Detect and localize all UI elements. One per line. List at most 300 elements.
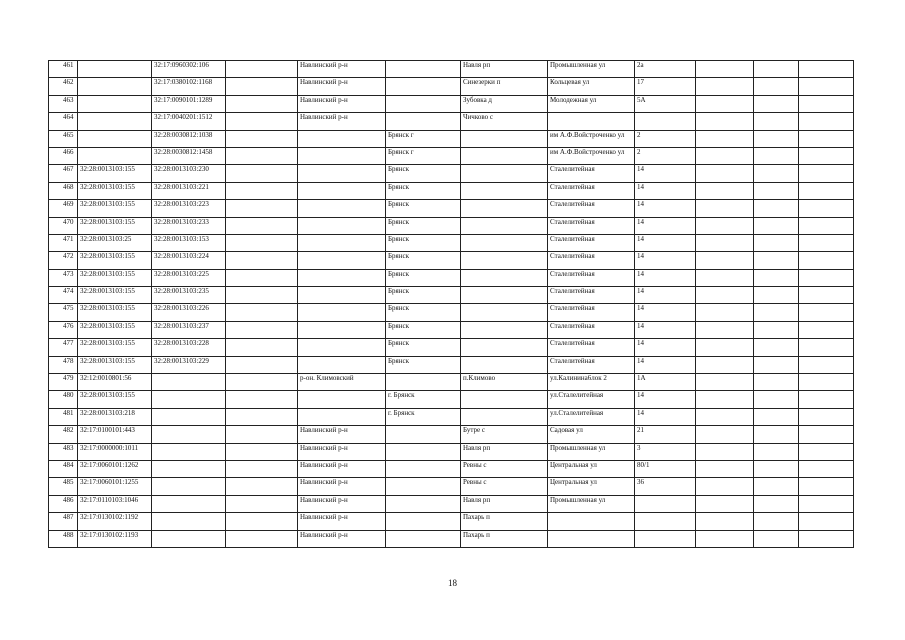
region-cell (226, 234, 298, 251)
region-cell (226, 61, 298, 78)
settlement-cell (461, 408, 548, 425)
settlement-cell (461, 182, 548, 199)
row-number: 469 (49, 200, 78, 217)
extra-cell-c (799, 339, 854, 356)
settlement-cell (461, 356, 548, 373)
table-row (49, 130, 854, 147)
street-cell: Сталелитейная (548, 287, 635, 304)
cadastral-number: 32:28:0013103:223 (152, 200, 226, 217)
street-cell: Промышленная ул (548, 443, 635, 460)
street-cell: Сталелитейная (548, 356, 635, 373)
house-cell: 14 (635, 408, 696, 425)
extra-cell-a (696, 513, 754, 530)
extra-cell-b (754, 200, 799, 217)
extra-cell-b (754, 304, 799, 321)
cadastral-number: 32:28:0013103:228 (152, 339, 226, 356)
extra-cell-c (799, 200, 854, 217)
extra-cell-a (696, 182, 754, 199)
street-cell (548, 530, 635, 547)
extra-cell-b (754, 356, 799, 373)
city-cell: г. Брянск (386, 391, 461, 408)
table-row (49, 374, 854, 391)
city-cell: Брянск (386, 217, 461, 234)
table-row (49, 495, 854, 512)
house-cell: 2 (635, 130, 696, 147)
row-number: 485 (49, 478, 78, 495)
table-row (49, 200, 854, 217)
table-row (49, 147, 854, 164)
house-cell (635, 530, 696, 547)
city-cell (386, 530, 461, 547)
table-row (49, 460, 854, 477)
table-row (49, 269, 854, 286)
house-cell: 2 (635, 147, 696, 164)
extra-cell-a (696, 165, 754, 182)
region-cell (226, 287, 298, 304)
street-cell: Сталелитейная (548, 234, 635, 251)
cadastral-number (152, 408, 226, 425)
cadastral-number: 32:28:0030812:1458 (152, 147, 226, 164)
region-cell (226, 165, 298, 182)
parent-cadastral-number: 32:28:0013103:155 (78, 339, 152, 356)
street-cell: Сталелитейная (548, 252, 635, 269)
region-cell (226, 217, 298, 234)
extra-cell-b (754, 165, 799, 182)
cadastral-number: 32:28:0013103:237 (152, 321, 226, 338)
city-cell (386, 478, 461, 495)
district-cell (298, 182, 386, 199)
extra-cell-b (754, 513, 799, 530)
city-cell: Брянск (386, 234, 461, 251)
settlement-cell (461, 391, 548, 408)
district-cell: Навлинский р-н (298, 530, 386, 547)
street-cell: Промышленная ул (548, 61, 635, 78)
cadastral-number: 32:28:0013103:225 (152, 269, 226, 286)
table-row (49, 234, 854, 251)
region-cell (226, 443, 298, 460)
extra-cell-b (754, 495, 799, 512)
row-number: 464 (49, 113, 78, 130)
parent-cadastral-number (78, 147, 152, 164)
row-number: 484 (49, 460, 78, 477)
table-row (49, 304, 854, 321)
settlement-cell (461, 339, 548, 356)
house-cell: 21 (635, 426, 696, 443)
cadastral-number (152, 426, 226, 443)
table-row (49, 339, 854, 356)
district-cell: Навлинский р-н (298, 95, 386, 112)
cadastral-number (152, 513, 226, 530)
extra-cell-a (696, 408, 754, 425)
extra-cell-c (799, 95, 854, 112)
house-cell: 2а (635, 61, 696, 78)
district-cell: Навлинский р-н (298, 426, 386, 443)
row-number: 470 (49, 217, 78, 234)
extra-cell-a (696, 269, 754, 286)
house-cell: 14 (635, 287, 696, 304)
settlement-cell (461, 217, 548, 234)
table-row (49, 530, 854, 547)
cadastral-number (152, 374, 226, 391)
parent-cadastral-number (78, 95, 152, 112)
extra-cell-c (799, 61, 854, 78)
cadastral-number: 32:17:0380102:1168 (152, 78, 226, 95)
table-row (49, 165, 854, 182)
extra-cell-a (696, 356, 754, 373)
house-cell: 3 (635, 443, 696, 460)
region-cell (226, 374, 298, 391)
extra-cell-b (754, 321, 799, 338)
house-cell: 14 (635, 165, 696, 182)
cadastral-register-table (48, 60, 854, 548)
house-cell: 1А (635, 374, 696, 391)
district-cell (298, 356, 386, 373)
parent-cadastral-number: 32:17:0130102:1193 (78, 530, 152, 547)
district-cell (298, 165, 386, 182)
settlement-cell: п.Климово (461, 374, 548, 391)
extra-cell-c (799, 530, 854, 547)
street-cell: Сталелитейная (548, 304, 635, 321)
city-cell (386, 460, 461, 477)
row-number: 471 (49, 234, 78, 251)
extra-cell-b (754, 408, 799, 425)
house-cell (635, 513, 696, 530)
extra-cell-c (799, 426, 854, 443)
extra-cell-c (799, 287, 854, 304)
extra-cell-b (754, 443, 799, 460)
extra-cell-a (696, 200, 754, 217)
row-number: 462 (49, 78, 78, 95)
region-cell (226, 182, 298, 199)
parent-cadastral-number: 32:17:0000000:1011 (78, 443, 152, 460)
region-cell (226, 269, 298, 286)
extra-cell-c (799, 513, 854, 530)
region-cell (226, 391, 298, 408)
parent-cadastral-number: 32:28:0013103:25 (78, 234, 152, 251)
extra-cell-b (754, 130, 799, 147)
district-cell: Навлинский р-н (298, 513, 386, 530)
city-cell: г. Брянск (386, 408, 461, 425)
parent-cadastral-number: 32:17:0060101:1255 (78, 478, 152, 495)
street-cell: Сталелитейная (548, 321, 635, 338)
table-row (49, 182, 854, 199)
extra-cell-a (696, 78, 754, 95)
parent-cadastral-number: 32:28:0013103:218 (78, 408, 152, 425)
parent-cadastral-number (78, 61, 152, 78)
extra-cell-c (799, 269, 854, 286)
region-cell (226, 78, 298, 95)
street-cell: Кольцевая ул (548, 78, 635, 95)
region-cell (226, 95, 298, 112)
cadastral-number: 32:28:0013103:230 (152, 165, 226, 182)
region-cell (226, 408, 298, 425)
region-cell (226, 356, 298, 373)
extra-cell-c (799, 408, 854, 425)
street-cell (548, 113, 635, 130)
extra-cell-c (799, 147, 854, 164)
table-row (49, 287, 854, 304)
parent-cadastral-number: 32:28:0013103:155 (78, 252, 152, 269)
city-cell (386, 374, 461, 391)
extra-cell-c (799, 391, 854, 408)
region-cell (226, 304, 298, 321)
row-number: 483 (49, 443, 78, 460)
settlement-cell: Бутре с (461, 426, 548, 443)
settlement-cell (461, 321, 548, 338)
extra-cell-c (799, 495, 854, 512)
extra-cell-a (696, 147, 754, 164)
street-cell: Садовая ул (548, 426, 635, 443)
city-cell (386, 113, 461, 130)
cadastral-number: 32:28:0013103:153 (152, 234, 226, 251)
table-row (49, 408, 854, 425)
district-cell (298, 321, 386, 338)
row-number: 487 (49, 513, 78, 530)
street-cell: Сталелитейная (548, 269, 635, 286)
house-cell: 14 (635, 339, 696, 356)
extra-cell-b (754, 287, 799, 304)
house-cell: 14 (635, 304, 696, 321)
extra-cell-c (799, 304, 854, 321)
street-cell (548, 513, 635, 530)
cadastral-number: 32:17:0040201:1512 (152, 113, 226, 130)
city-cell: Брянск (386, 304, 461, 321)
district-cell (298, 391, 386, 408)
extra-cell-c (799, 321, 854, 338)
extra-cell-b (754, 269, 799, 286)
extra-cell-b (754, 530, 799, 547)
settlement-cell (461, 147, 548, 164)
extra-cell-a (696, 495, 754, 512)
city-cell: Брянск (386, 339, 461, 356)
cadastral-number: 32:28:0013103:235 (152, 287, 226, 304)
settlement-cell (461, 252, 548, 269)
house-cell: 14 (635, 182, 696, 199)
extra-cell-a (696, 530, 754, 547)
extra-cell-c (799, 113, 854, 130)
house-cell: 14 (635, 321, 696, 338)
district-cell: Навлинский р-н (298, 78, 386, 95)
settlement-cell: Пахарь п (461, 513, 548, 530)
district-cell (298, 147, 386, 164)
cadastral-number: 32:28:0030812:1038 (152, 130, 226, 147)
row-number: 465 (49, 130, 78, 147)
row-number: 486 (49, 495, 78, 512)
extra-cell-c (799, 78, 854, 95)
row-number: 481 (49, 408, 78, 425)
extra-cell-c (799, 252, 854, 269)
parent-cadastral-number: 32:17:0060101:1262 (78, 460, 152, 477)
settlement-cell: Ревны с (461, 460, 548, 477)
district-cell: р-он. Климовский (298, 374, 386, 391)
extra-cell-a (696, 321, 754, 338)
extra-cell-c (799, 478, 854, 495)
house-cell: 14 (635, 234, 696, 251)
cadastral-number: 32:28:0013103:224 (152, 252, 226, 269)
extra-cell-c (799, 234, 854, 251)
street-cell: Центральная ул (548, 460, 635, 477)
settlement-cell: Пахарь п (461, 530, 548, 547)
region-cell (226, 252, 298, 269)
settlement-cell: Навля рп (461, 495, 548, 512)
extra-cell-a (696, 130, 754, 147)
row-number: 475 (49, 304, 78, 321)
street-cell: им А.Ф.Войстроченко ул (548, 130, 635, 147)
house-cell: 80/1 (635, 460, 696, 477)
parent-cadastral-number: 32:28:0013103:155 (78, 217, 152, 234)
parent-cadastral-number (78, 78, 152, 95)
extra-cell-b (754, 460, 799, 477)
parent-cadastral-number: 32:28:0013103:155 (78, 356, 152, 373)
cadastral-number: 32:28:0013103:229 (152, 356, 226, 373)
extra-cell-a (696, 252, 754, 269)
cadastral-number (152, 460, 226, 477)
parent-cadastral-number: 32:28:0013103:155 (78, 269, 152, 286)
parent-cadastral-number: 32:28:0013103:155 (78, 182, 152, 199)
house-cell: 14 (635, 356, 696, 373)
extra-cell-b (754, 426, 799, 443)
district-cell (298, 304, 386, 321)
extra-cell-a (696, 217, 754, 234)
extra-cell-b (754, 478, 799, 495)
extra-cell-a (696, 443, 754, 460)
city-cell: Брянск (386, 165, 461, 182)
extra-cell-c (799, 460, 854, 477)
parent-cadastral-number: 32:28:0013103:155 (78, 391, 152, 408)
settlement-cell: Зубовка д (461, 95, 548, 112)
house-cell (635, 113, 696, 130)
city-cell: Брянск г (386, 147, 461, 164)
extra-cell-a (696, 304, 754, 321)
row-number: 463 (49, 95, 78, 112)
settlement-cell: Синезерки п (461, 78, 548, 95)
table-row (49, 478, 854, 495)
extra-cell-a (696, 113, 754, 130)
settlement-cell (461, 234, 548, 251)
table-row (49, 443, 854, 460)
cadastral-number (152, 495, 226, 512)
cadastral-number: 32:17:0960302:106 (152, 61, 226, 78)
extra-cell-a (696, 460, 754, 477)
region-cell (226, 339, 298, 356)
district-cell (298, 234, 386, 251)
house-cell: 14 (635, 391, 696, 408)
house-cell: 17 (635, 78, 696, 95)
house-cell: 14 (635, 252, 696, 269)
city-cell (386, 426, 461, 443)
extra-cell-c (799, 130, 854, 147)
extra-cell-a (696, 339, 754, 356)
cadastral-number: 32:17:0090101:1289 (152, 95, 226, 112)
extra-cell-b (754, 391, 799, 408)
cadastral-number (152, 478, 226, 495)
street-cell: Сталелитейная (548, 339, 635, 356)
row-number: 482 (49, 426, 78, 443)
table-row (49, 513, 854, 530)
region-cell (226, 426, 298, 443)
extra-cell-a (696, 61, 754, 78)
parent-cadastral-number: 32:28:0013103:155 (78, 321, 152, 338)
parent-cadastral-number: 32:28:0013103:155 (78, 304, 152, 321)
parent-cadastral-number: 32:17:0110103:1046 (78, 495, 152, 512)
extra-cell-b (754, 339, 799, 356)
street-cell: Центральная ул (548, 478, 635, 495)
row-number: 461 (49, 61, 78, 78)
table-row (49, 391, 854, 408)
settlement-cell (461, 130, 548, 147)
region-cell (226, 113, 298, 130)
parent-cadastral-number: 32:28:0013103:155 (78, 287, 152, 304)
table-row (49, 252, 854, 269)
extra-cell-a (696, 426, 754, 443)
table-row (49, 95, 854, 112)
extra-cell-b (754, 217, 799, 234)
region-cell (226, 130, 298, 147)
extra-cell-a (696, 234, 754, 251)
table-row (49, 217, 854, 234)
city-cell: Брянск г (386, 130, 461, 147)
extra-cell-c (799, 443, 854, 460)
cadastral-number: 32:28:0013103:221 (152, 182, 226, 199)
district-cell (298, 269, 386, 286)
street-cell: Сталелитейная (548, 182, 635, 199)
district-cell (298, 217, 386, 234)
city-cell (386, 513, 461, 530)
city-cell (386, 495, 461, 512)
table-row (49, 426, 854, 443)
house-cell: 14 (635, 200, 696, 217)
parent-cadastral-number: 32:17:0130102:1192 (78, 513, 152, 530)
street-cell: Сталелитейная (548, 217, 635, 234)
row-number: 480 (49, 391, 78, 408)
parent-cadastral-number: 32:17:0100101:443 (78, 426, 152, 443)
city-cell (386, 61, 461, 78)
city-cell: Брянск (386, 321, 461, 338)
district-cell (298, 408, 386, 425)
cadastral-number: 32:28:0013103:226 (152, 304, 226, 321)
row-number: 473 (49, 269, 78, 286)
settlement-cell: Чичково с (461, 113, 548, 130)
parent-cadastral-number (78, 130, 152, 147)
row-number: 467 (49, 165, 78, 182)
district-cell: Навлинский р-н (298, 443, 386, 460)
street-cell: Сталелитейная (548, 200, 635, 217)
house-cell: 5А (635, 95, 696, 112)
city-cell (386, 443, 461, 460)
table-body (49, 61, 854, 548)
extra-cell-c (799, 217, 854, 234)
street-cell: им А.Ф.Войстроченко ул (548, 147, 635, 164)
extra-cell-b (754, 374, 799, 391)
extra-cell-b (754, 61, 799, 78)
cadastral-number (152, 443, 226, 460)
region-cell (226, 530, 298, 547)
extra-cell-b (754, 252, 799, 269)
street-cell: Сталелитейная (548, 165, 635, 182)
city-cell: Брянск (386, 356, 461, 373)
extra-cell-b (754, 147, 799, 164)
city-cell: Брянск (386, 252, 461, 269)
settlement-cell (461, 304, 548, 321)
table-row (49, 61, 854, 78)
region-cell (226, 321, 298, 338)
district-cell: Навлинский р-н (298, 460, 386, 477)
district-cell: Навлинский р-н (298, 495, 386, 512)
region-cell (226, 147, 298, 164)
region-cell (226, 478, 298, 495)
settlement-cell (461, 165, 548, 182)
extra-cell-b (754, 95, 799, 112)
